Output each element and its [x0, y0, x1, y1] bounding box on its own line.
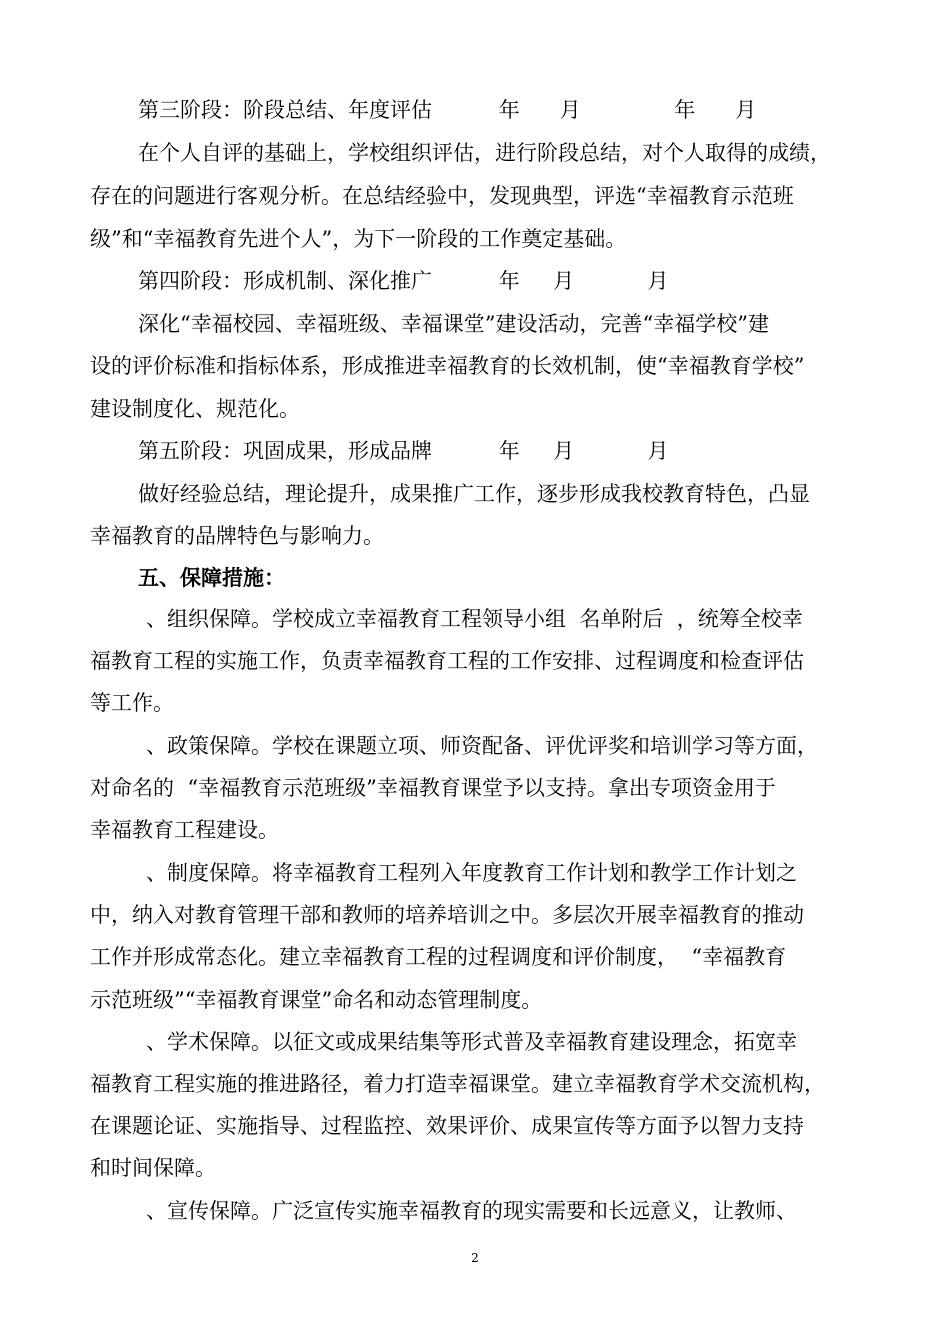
- paragraph-line: 建设制度化、规范化。: [90, 397, 300, 421]
- paragraph-line: 、政策保障。学校在课题立项、师资配备、评优评奖和培训学习等方面，: [146, 734, 818, 758]
- paragraph-line: 在课题论证、实施指导、过程监控、效果评价、成果宣传等方面予以智力支持: [90, 1114, 804, 1138]
- paragraph-line: 、制度保障。将幸福教育工程列入年度教育工作计划和教学工作计划之: [146, 861, 797, 885]
- paragraph-line: 做好经验总结，理论提升，成果推广工作，逐步形成我校教育特色，凸显: [138, 482, 810, 506]
- stage-three-heading: 第三阶段：阶段总结、年度评估 年 月 年 月: [138, 98, 757, 122]
- stage-four-heading: 第四阶段：形成机制、深化推广 年 月 月: [138, 269, 669, 293]
- paragraph-line: 对命名的 “幸福教育示范班级”幸福教育课堂予以支持。拿出专项资金用于: [90, 776, 776, 800]
- paragraph-line: 和时间保障。: [90, 1156, 216, 1180]
- paragraph-line: 、学术保障。以征文或成果结集等形式普及幸福教育建设理念，拓宽幸: [146, 1030, 797, 1054]
- paragraph-line: 设的评价标准和指标体系，形成推进幸福教育的长效机制，使“幸福教育学校”: [90, 354, 805, 378]
- paragraph-line: 在个人自评的基础上，学校组织评估，进行阶段总结，对个人取得的成绩，: [138, 141, 831, 165]
- paragraph-line: 福教育工程实施的推进路径，着力打造幸福课堂。建立幸福教育学术交流机构，: [90, 1072, 825, 1096]
- paragraph-line: 、宣传保障。广泛宣传实施幸福教育的现实需要和长远意义，让教师、: [146, 1199, 797, 1223]
- section-heading: 五、保障措施：: [138, 565, 285, 590]
- paragraph-line: 中，纳入对教育管理干部和教师的培养培训之中。多层次开展幸福教育的推动: [90, 903, 804, 927]
- page-number: 2: [471, 1251, 479, 1265]
- paragraph-line: 深化“幸福校园、幸福班级、幸福课堂”建设活动，完善“幸福学校”建: [138, 312, 769, 336]
- paragraph-line: 、组织保障。学校成立幸福教育工程领导小组 名单附后 ，统筹全校幸: [146, 607, 803, 631]
- paragraph-line: 福教育工程的实施工作，负责幸福教育工程的工作安排、过程调度和检查评估: [90, 649, 804, 673]
- paragraph-line: 等工作。: [90, 691, 174, 715]
- paragraph-line: 级”和“幸福教育先进个人”，为下一阶段的工作奠定基础。: [90, 227, 627, 251]
- paragraph-line: 幸福教育的品牌特色与影响力。: [90, 524, 384, 548]
- stage-five-heading: 第五阶段：巩固成果，形成品牌 年 月 月: [138, 439, 669, 463]
- paragraph-line: 存在的问题进行客观分析。在总结经验中，发现典型，评选“幸福教育示范班: [90, 184, 794, 208]
- paragraph-line: 示范班级”“幸福教育课堂”命名和动态管理制度。: [90, 988, 543, 1012]
- paragraph-line: 工作并形成常态化。建立幸福教育工程的过程调度和评价制度， “幸福教育: [90, 945, 787, 969]
- paragraph-line: 幸福教育工程建设。: [90, 818, 279, 842]
